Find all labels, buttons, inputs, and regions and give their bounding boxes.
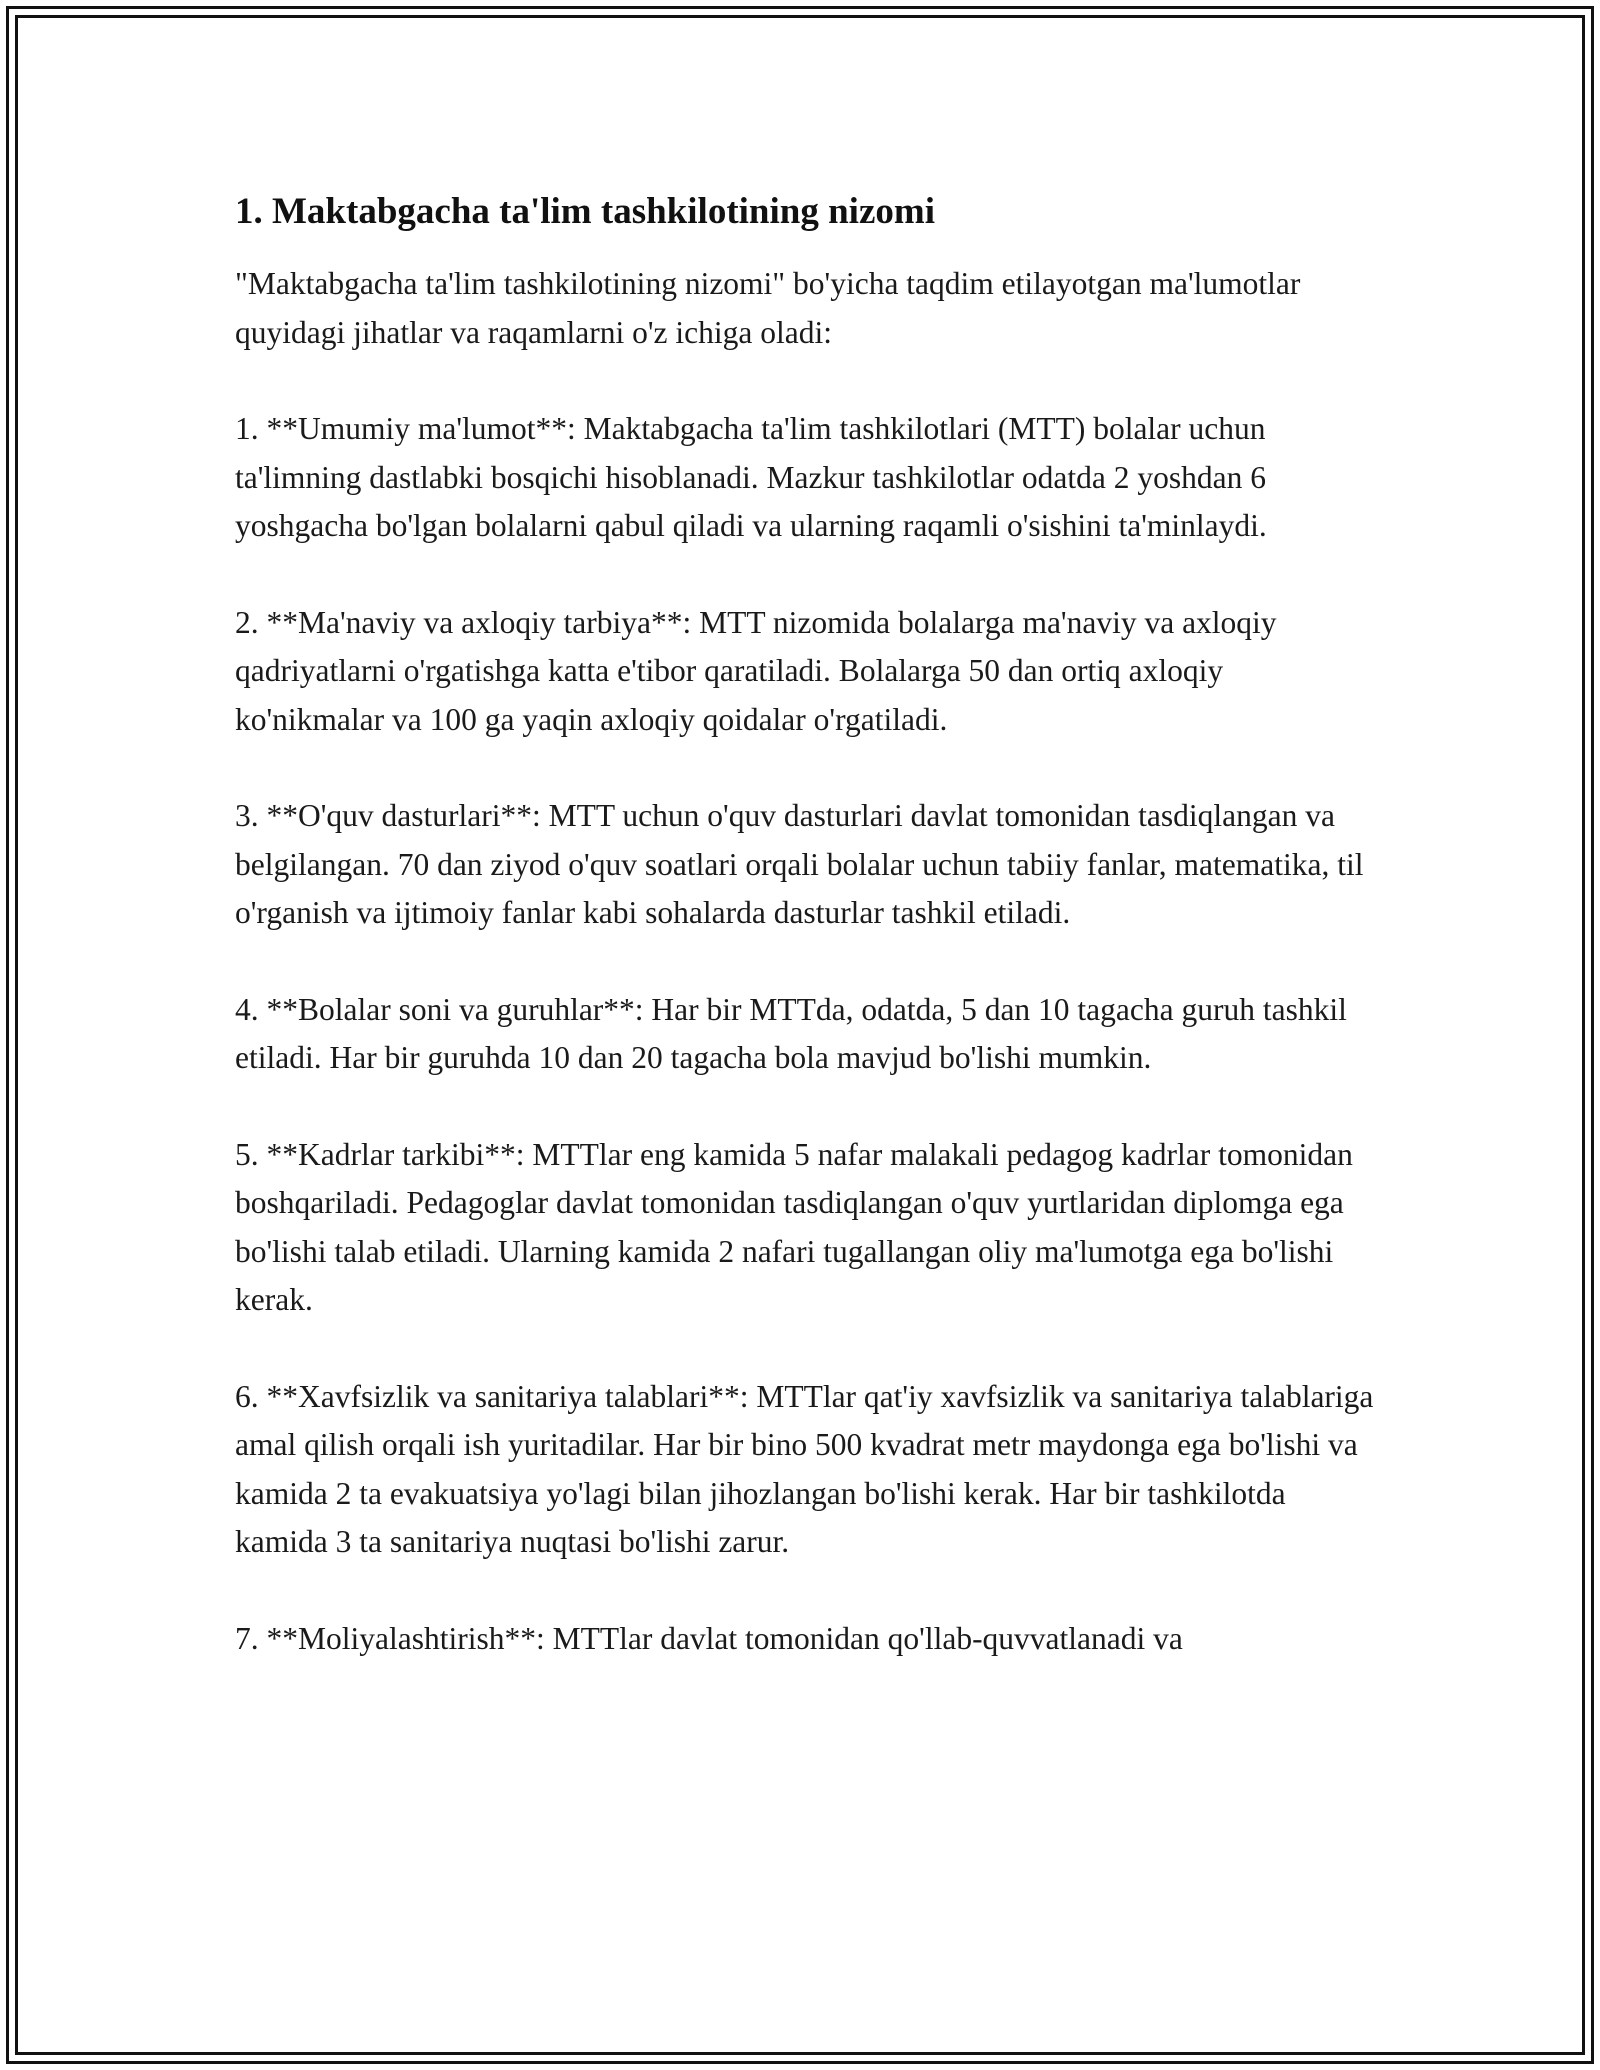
paragraph-oquv-dasturlari: 3. **O'quv dasturlari**: MTT uchun o'quv dasturlari davlat tomonidan tasdiqlangan va belgilangan. 70 dan ziyod o'quv soatlari orqali bolalar uchun tabiiy fanlar, matematika, til o'rganish va ijtimoiy fanlar kabi sohalarda dasturlar tashkil etiladi.	[235, 798, 1364, 930]
paragraph-manaviy-tarbiya: 2. **Ma'naviy va axloqiy tarbiya**: MTT nizomida bolalarga ma'naviy va axloqiy qadriyatlarni o'rgatishga katta e'tibor qaratiladi. Bolalarga 50 dan ortiq axloqiy ko'nikmalar va 100 ga yaqin axloqiy qoidalar o'rgatiladi.	[235, 604, 1277, 737]
paragraph-kadrlar-tarkibi: 5. **Kadrlar tarkibi**: MTTlar eng kamida 5 nafar malakali pedagog kadrlar tomonidan boshqariladi. Pedagoglar davlat tomonidan tasdiqlangan o'quv yurtlaridan diplomga ega bo'lishi talab etiladi. Ularning kamida 2 nafari tugallangan oliy ma'lumotga ega bo'lishi kerak.	[235, 1136, 1353, 1317]
document-title: 1. Maktabgacha ta'lim tashkilotining nizomi	[235, 191, 935, 232]
paragraph-xavfsizlik: 6. **Xavfsizlik va sanitariya talablari**: MTTlar qat'iy xavfsizlik va sanitariya talablariga amal qilish orqali ish yuritadilar. Har bir bino 500 kvadrat metr maydonga ega bo'lishi va kamida 2 ta evakuatsiya yo'lagi bilan jihozlangan bo'lishi kerak. Har bir tashkilotda kamida 3 ta sanitariya nuqtasi bo'lishi zarur.	[235, 1378, 1374, 1559]
intro-paragraph: "Maktabgacha ta'lim tashkilotining nizomi" bo'yicha taqdim etilayotgan ma'lumotlar quyidagi jihatlar va raqamlarni o'z ichiga oladi:	[235, 266, 1301, 350]
paragraph-umumiy-malumot: 1. **Umumiy ma'lumot**: Maktabgacha ta'lim tashkilotlari (MTT) bolalar uchun ta'limning dastlabki bosqichi hisoblanadi. Mazkur tashkilotlar odatda 2 yoshdan 6 yoshgacha bo'lgan bolalarni qabul qiladi va ularning raqamli o'sishini ta'minlaydi.	[235, 411, 1267, 543]
paragraph-bolalar-soni: 4. **Bolalar soni va guruhlar**: Har bir MTTda, odatda, 5 dan 10 tagacha guruh tashkil etiladi. Har bir guruhda 10 dan 20 tagacha bola mavjud bo'lishi mumkin.	[235, 991, 1347, 1075]
document-body	[235, 186, 1380, 1711]
paragraph-moliyalashtirish: 7. **Moliyalashtirish**: MTTlar davlat tomonidan qo'llab-quvvatlanadi va	[235, 1620, 1183, 1656]
